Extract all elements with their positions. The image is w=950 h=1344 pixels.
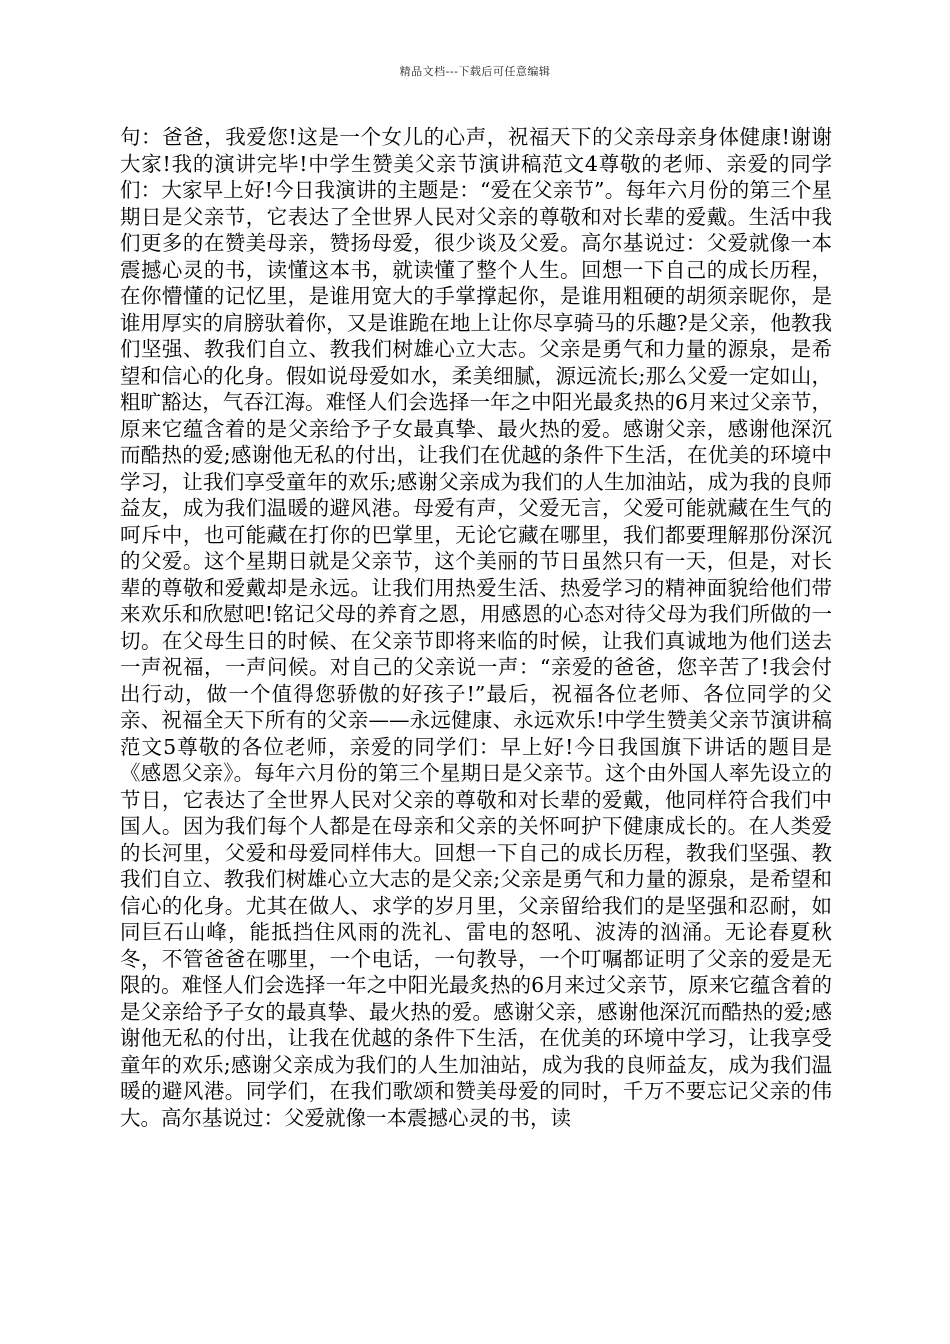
page-header: 精品文档---下载后可任意编辑 xyxy=(399,65,551,78)
document-body: 句：爸爸，我爱您!这是一个女儿的心声，祝福天下的父亲母亲身体健康!谢谢大家!我的演讲完毕!中学生赞美父亲节演讲稿范文4尊敬的老师、亲爱的同学们：大家早上好!今日我演讲的主题是：“爱在父亲节”。每年六月份的第三个星期日是父亲节，它表达了全世界人民对父亲的尊敬和对长辈的爱戴。生活中我们更多的在赞美母亲，赞扬母爱，很少谈及父爱。高尔基说过：父爱就像一本震撼心灵的书，读懂这本书，就读懂了整个人生。回想一下自己的成长历程，在你懵懂的记忆里，是谁用宽大的手掌撑起你，是谁用粗硬的胡须亲昵你，是谁用厚实的肩膀驮着你，又是谁跪在地上让你尽享骑马的乐趣?是父亲，他教我们坚强、教我们自立、教我们树雄心立大志。父亲是勇气和力量的源泉，是希望和信心的化身。假如说母爱如水，柔美细腻，源远流长;那么父爱一定如山，粗旷豁达，气吞江海。难怪人们会选择一年之中阳光最炙热的6月来过父亲节，原来它蕴含着的是父亲给予子女最真挚、最火热的爱。感谢父亲，感谢他深沉而酷热的爱;感谢他无私的付出，让我们在优越的条件下生活，在优美的环境中学习，让我们享受童年的欢乐;感谢父亲成为我们的人生加油站，成为我的良师益友，成为我们温暖的避风港。母爱有声，父爱无言，父爱可能就藏在生气的呵斥中，也可能藏在打你的巴掌里，无论它藏在哪里，我们都要理解那份深沉的父爱。这个星期日就是父亲节，这个美丽的节日虽然只有一天，但是，对长辈的尊敬和爱戴却是永远。让我们用热爱生活、热爱学习的精神面貌给他们带来欢乐和欣慰吧!铭记父母的养育之恩，用感恩的心态对待父母为我们所做的一切。在父母生日的时候、在父亲节即将来临的时候，让我们真诚地为他们送去一声祝福，一声问候。对自己的父亲说一声：“亲爱的爸爸，您辛苦了!我会付出行动，做一个值得您骄傲的好孩子!”最后，祝福各位老师、各位同学的父亲、祝福全天下所有的父亲——永远健康、永远欢乐!中学生赞美父亲节演讲稿范文5尊敬的各位老师，亲爱的同学们：早上好!今日我国旗下讲话的题目是《感恩父亲》。每年六月份的第三个星期日是父亲节。这个由外国人率先设立的节日，它表达了全世界人民对父亲的尊敬和对长辈的爱戴，他同样符合我们中国人。因为我们每个人都是在母亲和父亲的关怀呵护下健康成长的。在人类爱的长河里，父爱和母爱同样伟大。回想一下自己的成长历程，教我们坚强、教我们自立、教我们树雄心立大志的是父亲;父亲是勇气和力量的源泉，是希望和信心的化身。尤其在做人、求学的岁月里，父亲留给我们的是坚强和忍耐，如同巨石山峰，能抵挡住风雨的洗礼、雷电的怒吼、波涛的汹涌。无论春夏秋冬，不管爸爸在哪里，一个电话，一句教导，一个叮嘱都证明了父亲的爱是无限的。难怪人们会选择一年之中阳光最炙热的6月来过父亲节，原来它蕴含着的是父亲给予子女的最真挚、最火热的爱。感谢父亲，感谢他深沉而酷热的爱;感谢他无私的付出，让我在优越的条件下生活，在优美的环境中学习，让我享受童年的欢乐;感谢父亲成为我们的人生加油站，成为我的良师益友，成为我们温暖的避风港。同学们，在我们歌颂和赞美母爱的同时，千万不要忘记父亲的伟大。高尔基说过：父爱就像一本震撼心灵的书，读 xyxy=(120,125,832,1130)
